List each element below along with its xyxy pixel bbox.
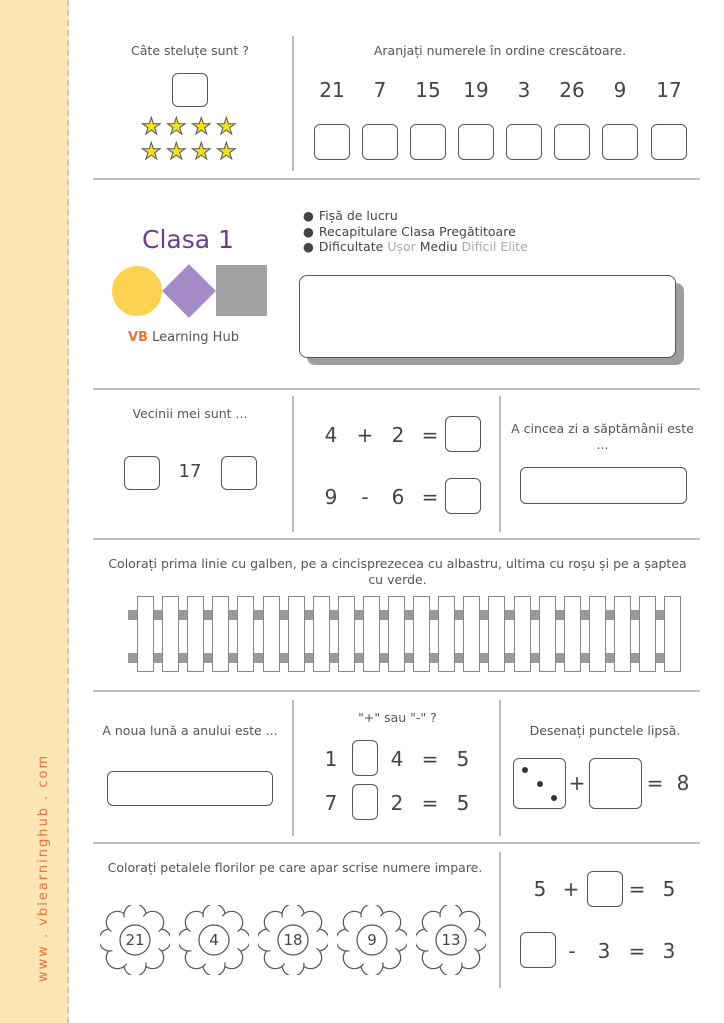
difficulty-line: ● Dificultate Ușor Mediu Dificil Elite: [303, 239, 528, 254]
eq-equals: =: [628, 939, 646, 963]
dice-box: [513, 758, 566, 809]
eq-number: 2: [391, 423, 405, 447]
eq-result: 5: [662, 877, 676, 901]
difficulty-medium: Mediu: [419, 239, 458, 254]
eq-answer-box[interactable]: [587, 871, 623, 907]
order-answer-box[interactable]: [458, 124, 494, 160]
flower[interactable]: [100, 905, 170, 975]
website-label: www . vblearninghub . com: [36, 753, 51, 982]
flowers-instruction: Colorați petalele florilor pe care apar scrise numere impare.: [107, 860, 483, 875]
flower-number: 18: [283, 931, 303, 949]
flower[interactable]: [416, 905, 486, 975]
eq-number: 6: [391, 485, 405, 509]
neighbor-left-box[interactable]: [124, 456, 160, 490]
divider: [93, 842, 700, 844]
flower-number: 4: [209, 931, 219, 949]
sign-equals: =: [421, 791, 439, 815]
fence-plank[interactable]: [162, 596, 179, 672]
star-icon: ★: [191, 139, 212, 165]
brand-name: VB Learning Hub: [128, 330, 239, 345]
dice-dot: [537, 781, 543, 787]
flower-number: 21: [125, 931, 145, 949]
info-item: ● Fișă de lucru: [303, 208, 398, 223]
order-number: 3: [517, 78, 531, 102]
order-number: 19: [463, 78, 489, 102]
fence-plank[interactable]: [564, 596, 581, 672]
sign-result: 5: [456, 747, 470, 771]
difficulty-elite: Elite: [500, 239, 528, 254]
divider: [292, 700, 294, 836]
order-number: 15: [415, 78, 441, 102]
eq-answer-box[interactable]: [520, 932, 556, 968]
dots-instruction: Desenați punctele lipsă.: [529, 723, 681, 738]
fence-plank[interactable]: [212, 596, 229, 672]
divider: [292, 396, 294, 532]
fence-plank[interactable]: [488, 596, 505, 672]
star-icon: ★: [216, 139, 237, 165]
stars-question: Câte steluțe sunt ?: [131, 43, 249, 58]
stars-answer-box[interactable]: [172, 73, 208, 107]
fence-plank[interactable]: [137, 596, 154, 672]
dice-answer-box[interactable]: [589, 758, 642, 809]
fence-plank[interactable]: [514, 596, 531, 672]
difficulty-hard: Dificil: [461, 239, 497, 254]
order-answer-box[interactable]: [506, 124, 542, 160]
difficulty-easy: Ușor: [387, 239, 416, 254]
fence-plank[interactable]: [539, 596, 556, 672]
sign-number: 2: [390, 791, 404, 815]
fence-plank[interactable]: [589, 596, 606, 672]
divider: [93, 388, 700, 390]
eq-equals: =: [628, 877, 646, 901]
sign-equals: =: [421, 747, 439, 771]
order-number: 9: [613, 78, 627, 102]
order-answer-box[interactable]: [410, 124, 446, 160]
fence-plank[interactable]: [639, 596, 656, 672]
sign-result: 5: [456, 791, 470, 815]
month-answer-field[interactable]: [107, 771, 273, 806]
neighbor-right-box[interactable]: [221, 456, 257, 490]
page-title: Clasa 1: [142, 225, 234, 254]
order-instruction: Aranjați numerele în ordine crescătoare.: [373, 43, 627, 58]
eq-number: 4: [324, 423, 338, 447]
divider: [499, 852, 501, 988]
sign-number: 4: [390, 747, 404, 771]
flower-number: 9: [367, 931, 377, 949]
eq-number: 3: [597, 939, 611, 963]
fence-plank[interactable]: [288, 596, 305, 672]
fence-plank[interactable]: [614, 596, 631, 672]
eq-number: 5: [533, 877, 547, 901]
fence-plank[interactable]: [187, 596, 204, 672]
fence-plank[interactable]: [463, 596, 480, 672]
order-answer-box[interactable]: [602, 124, 638, 160]
sign-number: 7: [324, 791, 338, 815]
divider: [93, 178, 700, 180]
star-icon: ★: [166, 139, 187, 165]
diamond-shape: [162, 264, 216, 318]
eq-equals: =: [421, 485, 439, 509]
dice-dot: [522, 767, 528, 773]
eq-operator: +: [356, 423, 374, 447]
fence-plank[interactable]: [237, 596, 254, 672]
flower[interactable]: [337, 905, 407, 975]
star-icon: ★: [191, 114, 212, 140]
signs-question: "+" sau "-" ?: [358, 710, 437, 725]
order-number: 21: [319, 78, 345, 102]
dots-total: 8: [676, 771, 690, 795]
eq-operator: -: [568, 939, 576, 963]
fence-instruction: Colorați prima linie cu galben, pe a cincisprezecea cu albastru, ultima cu roșu și pe a șaptea cu verde.: [108, 556, 687, 587]
name-field[interactable]: [299, 275, 676, 358]
flower[interactable]: [179, 905, 249, 975]
side-strip: [0, 0, 69, 1023]
info-item: ● Recapitulare Clasa Pregătitoare: [303, 223, 516, 239]
fence-plank[interactable]: [438, 596, 455, 672]
eq-number: 9: [324, 485, 338, 509]
eq-operator: -: [361, 485, 369, 509]
fence-plank[interactable]: [263, 596, 280, 672]
circle-shape: [112, 266, 162, 316]
order-answer-box[interactable]: [554, 124, 590, 160]
order-answer-box[interactable]: [314, 124, 350, 160]
star-icon: ★: [166, 114, 187, 140]
eq-equals: =: [421, 423, 439, 447]
eq-answer-box[interactable]: [445, 478, 481, 514]
fence-plank[interactable]: [664, 596, 681, 672]
divider: [499, 396, 501, 532]
month-question: A noua lună a anului este ...: [102, 723, 278, 738]
fence-plank[interactable]: [413, 596, 430, 672]
fence-plank[interactable]: [338, 596, 355, 672]
sign-answer-box[interactable]: [352, 740, 378, 776]
dice-dot: [551, 795, 557, 801]
fence-plank[interactable]: [388, 596, 405, 672]
order-answer-box[interactable]: [362, 124, 398, 160]
order-number: 7: [373, 78, 387, 102]
square-shape: [216, 265, 267, 316]
neighbors-question: Vecinii mei sunt ...: [132, 406, 248, 421]
sign-number: 1: [324, 747, 338, 771]
star-icon: ★: [141, 114, 162, 140]
sign-answer-box[interactable]: [352, 784, 378, 820]
fence-plank[interactable]: [313, 596, 330, 672]
divider: [93, 538, 700, 540]
order-number: 26: [559, 78, 585, 102]
neighbor-center: 17: [178, 461, 202, 482]
order-number: 17: [656, 78, 682, 102]
order-answer-box[interactable]: [651, 124, 687, 160]
flower-number: 13: [441, 931, 461, 949]
weekday-question: A cincea zi a săptămânii este ...: [511, 421, 694, 452]
eq-result: 3: [662, 939, 676, 963]
info-list: [303, 208, 528, 255]
star-icon: ★: [141, 139, 162, 165]
dots-plus: +: [568, 771, 586, 795]
divider: [499, 700, 501, 836]
eq-answer-box[interactable]: [445, 416, 481, 452]
star-icon: ★: [216, 114, 237, 140]
flower[interactable]: [258, 905, 328, 975]
weekday-answer-field[interactable]: [520, 467, 687, 504]
dots-equals: =: [646, 771, 664, 795]
eq-operator: +: [562, 877, 580, 901]
divider: [93, 690, 700, 692]
divider: [292, 36, 294, 171]
fence-plank[interactable]: [363, 596, 380, 672]
